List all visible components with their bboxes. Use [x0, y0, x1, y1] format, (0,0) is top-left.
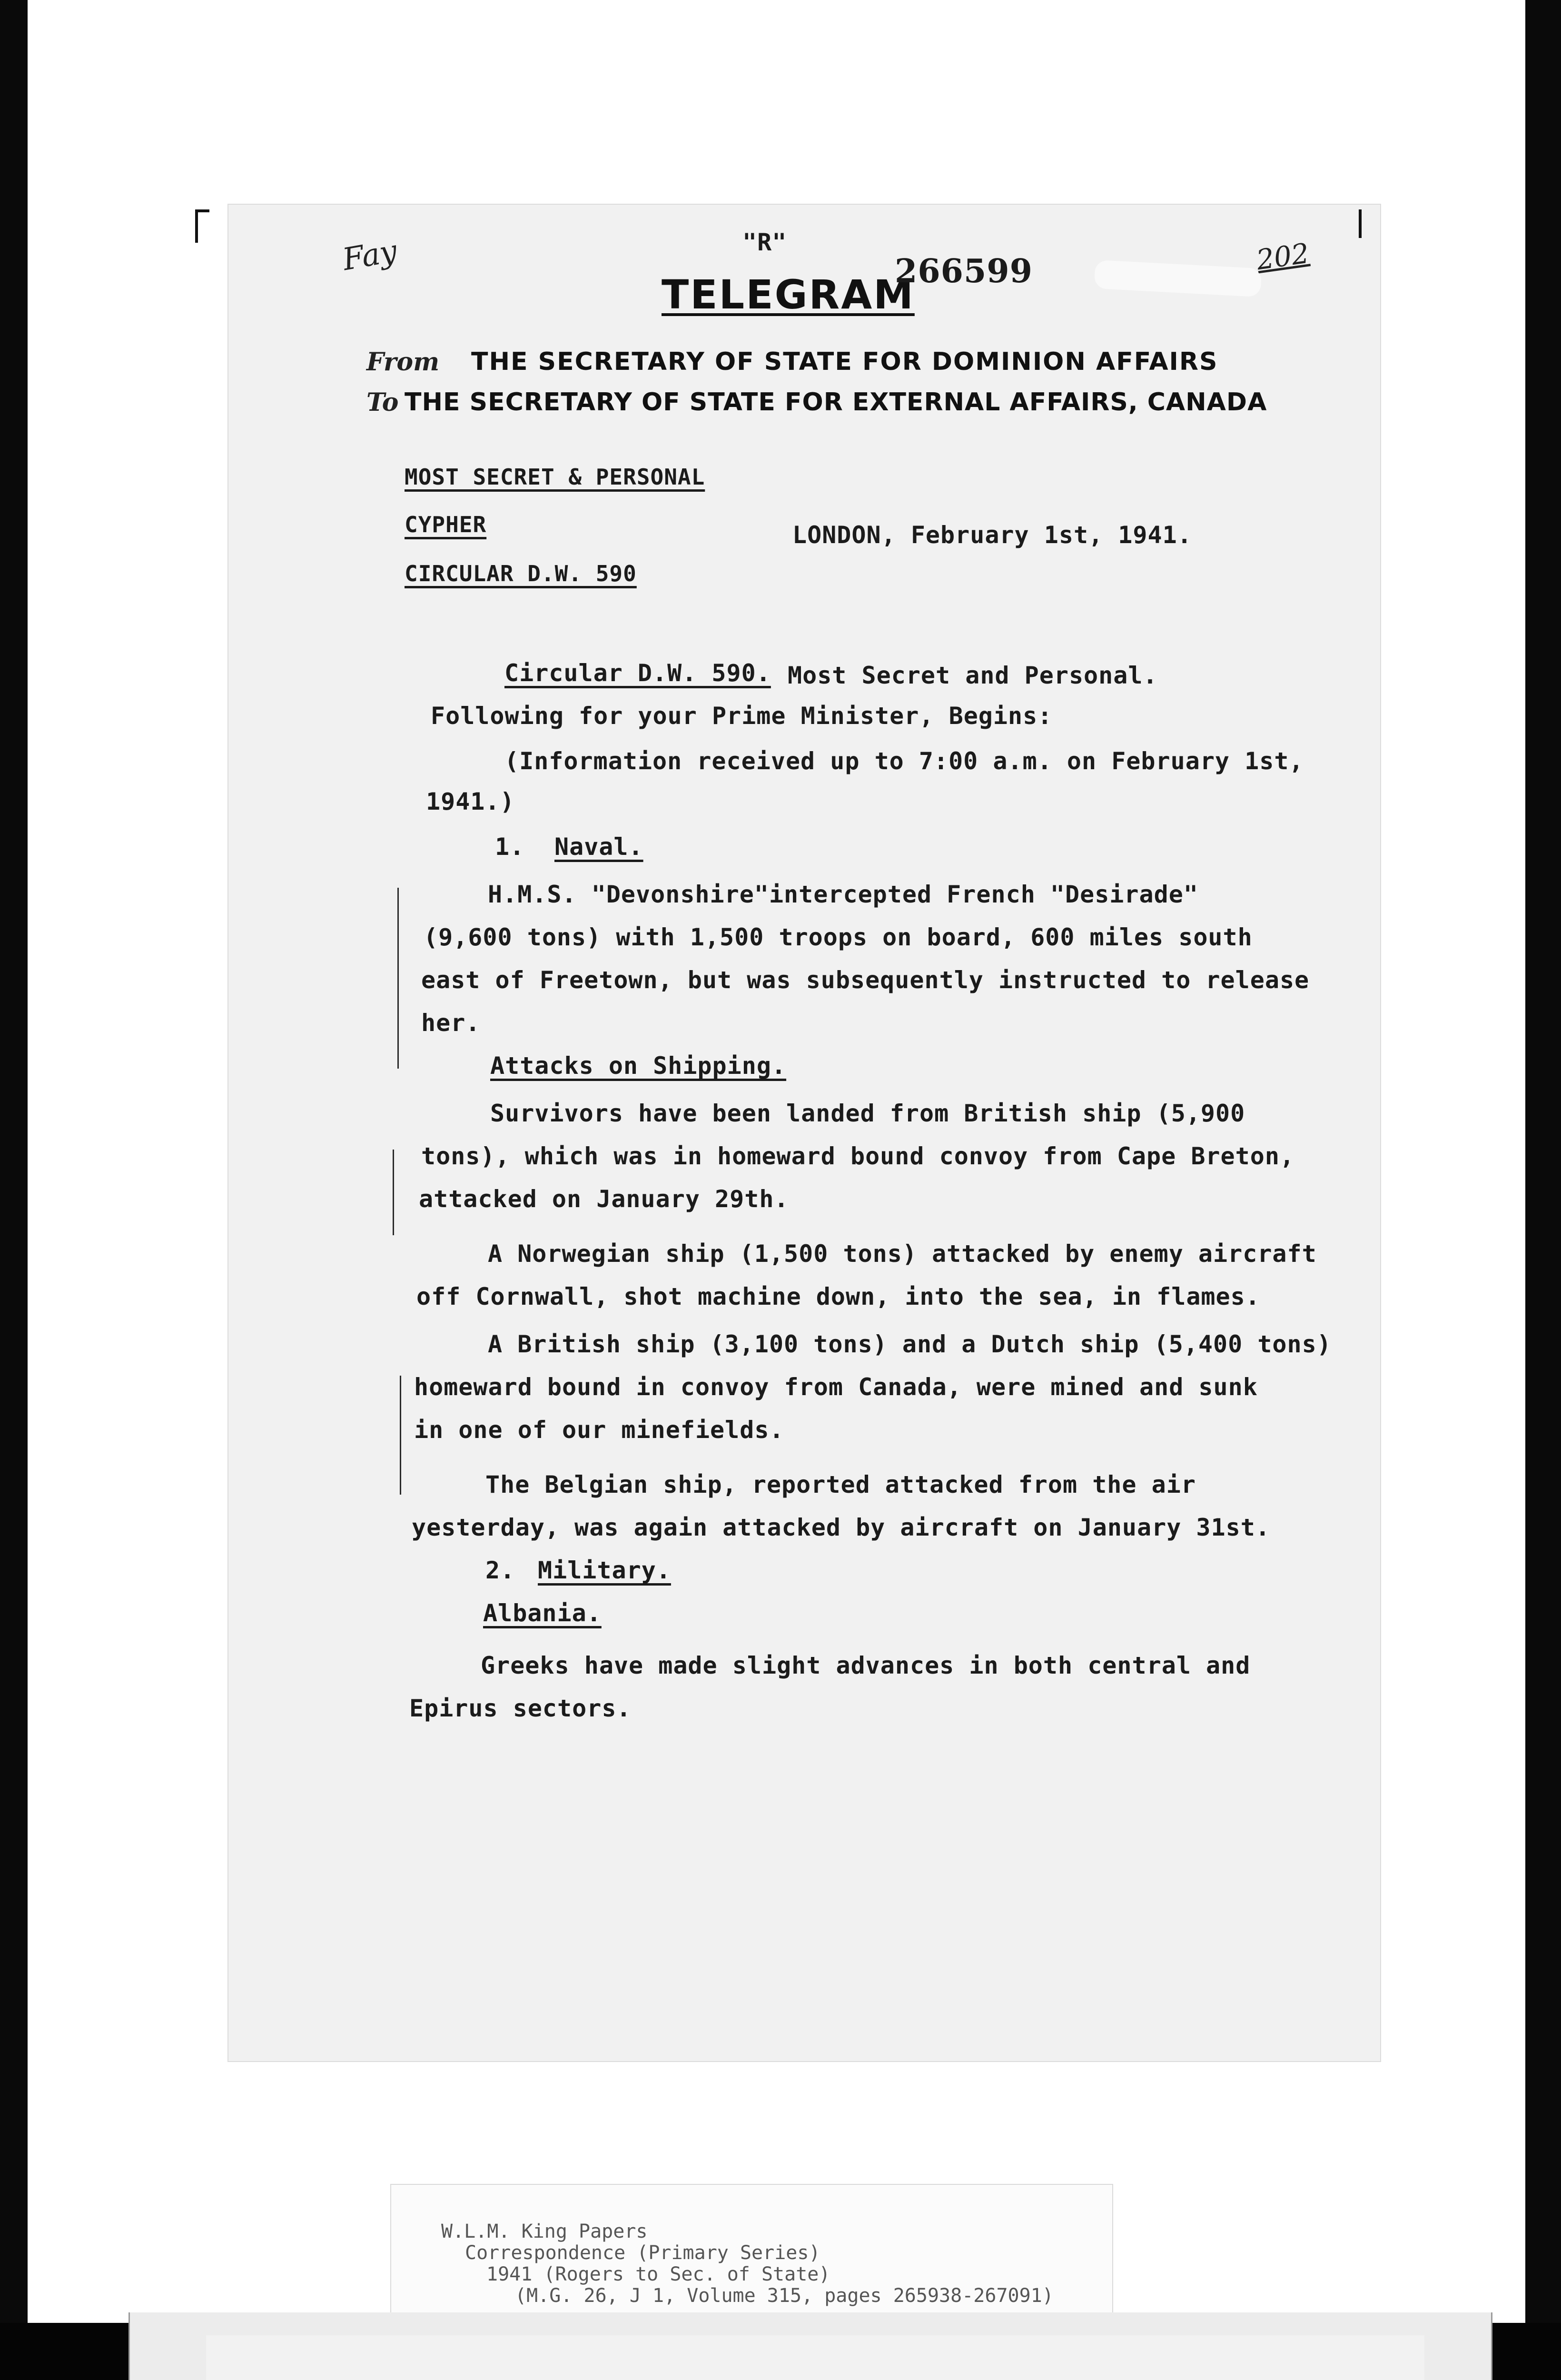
section-title-attacks: Attacks on Shipping. — [490, 1052, 787, 1080]
body-line: off Cornwall, shot machine down, into the sea, in flames. — [416, 1283, 1260, 1310]
body-line: Following for your Prime Minister, Begins: — [431, 702, 1053, 730]
body-line: 1941.) — [426, 788, 515, 815]
body-line: (Information received up to 7:00 a.m. on February 1st, — [504, 747, 1304, 775]
body-line: Survivors have been landed from British ship (5,900 — [490, 1100, 1245, 1127]
classification-mark: "R" — [742, 228, 787, 256]
reference-line: Correspondence (Primary Series) — [465, 2242, 820, 2264]
archive-plate-inner — [206, 2335, 1424, 2380]
reference-line: W.L.M. King Papers — [441, 2221, 648, 2242]
tape-mark — [1094, 260, 1262, 297]
body-line: homeward bound in convoy from Canada, were mined and sunk — [414, 1373, 1258, 1401]
to-value: THE SECRETARY OF STATE FOR EXTERNAL AFFAIRS, CANADA — [405, 388, 1267, 416]
body-line: (9,600 tons) with 1,500 troops on board, 600 miles south — [424, 923, 1253, 951]
body-line: east of Freetown, but was subsequently instructed to release — [421, 966, 1310, 994]
body-line: in one of our minefields. — [414, 1416, 784, 1444]
scan-right-border — [1525, 0, 1561, 2380]
margin-mark — [400, 1376, 401, 1495]
body-line: H.M.S. "Devonshire"intercepted French "Desirade" — [488, 881, 1198, 908]
scan-left-border — [0, 0, 28, 2380]
from-value: THE SECRETARY OF STATE FOR DOMINION AFFAIRS — [471, 347, 1218, 376]
body-line: her. — [421, 1009, 481, 1037]
crop-mark-top-left-h — [195, 209, 209, 212]
classification-line1: MOST SECRET & PERSONAL — [405, 464, 705, 490]
reference-line: 1941 (Rogers to Sec. of State) — [486, 2263, 830, 2285]
section-title-albania: Albania. — [483, 1599, 602, 1627]
place-date: LONDON, February 1st, 1941. — [792, 521, 1192, 549]
section-title-naval: Naval. — [554, 833, 643, 861]
reference-line: (M.G. 26, J 1, Volume 315, pages 265938-267091) — [515, 2285, 1054, 2307]
to-label: To — [366, 388, 399, 417]
body-line: A Norwegian ship (1,500 tons) attacked by enemy aircraft — [488, 1240, 1317, 1268]
body-line: tons), which was in homeward bound convoy from Cape Breton, — [421, 1142, 1295, 1170]
classification-line3: CIRCULAR D.W. 590 — [405, 561, 637, 586]
handwritten-initials: Fay — [340, 233, 400, 278]
crop-mark-top-right — [1359, 209, 1362, 238]
handwritten-page-number: 202 — [1254, 237, 1311, 277]
body-line: yesterday, was again attacked by aircraft on January 31st. — [412, 1514, 1270, 1541]
section-number: 2. — [485, 1557, 515, 1584]
section-title-military: Military. — [538, 1557, 671, 1584]
crop-mark-top-left — [195, 209, 198, 243]
body-line: attacked on January 29th. — [419, 1185, 789, 1213]
telegram-number: 266599 — [895, 252, 1033, 290]
telegram-sheet — [228, 205, 1380, 2061]
circular-note: Most Secret and Personal. — [788, 662, 1158, 689]
archive-plate — [128, 2312, 1492, 2380]
body-line: A British ship (3,100 tons) and a Dutch ship (5,400 tons) — [488, 1330, 1332, 1358]
body-line: Greeks have made slight advances in both central and — [481, 1652, 1251, 1679]
margin-mark — [393, 1150, 394, 1235]
margin-mark — [397, 888, 399, 1069]
telegram-title: TELEGRAM — [662, 271, 915, 318]
from-label: From — [366, 347, 440, 377]
body-line: The Belgian ship, reported attacked from the air — [485, 1471, 1196, 1498]
section-number: 1. — [495, 833, 525, 861]
body-line: Epirus sectors. — [409, 1695, 632, 1722]
reference-label — [390, 2184, 1113, 2329]
circular-ref: Circular D.W. 590. — [504, 659, 771, 687]
classification-line2: CYPHER — [405, 512, 487, 537]
